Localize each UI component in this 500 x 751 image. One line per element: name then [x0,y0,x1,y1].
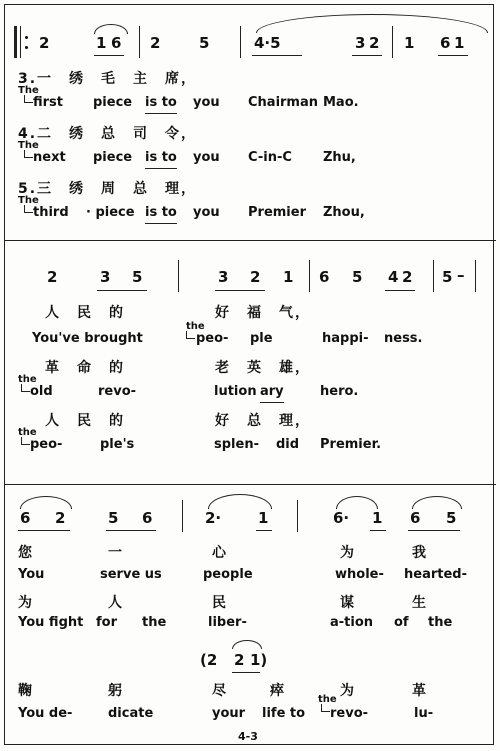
barline [433,260,434,292]
lyric-en: You've brought [32,331,143,346]
lyric-cn: 4.二 绣 总 司 令， [18,126,198,142]
eighth-beam [232,672,260,673]
note: 1 [96,34,107,52]
lyric-cn: 革 命 的 [45,360,125,376]
barline [240,26,241,58]
lyric-en: is to [145,205,177,220]
repeat-dot [25,46,28,49]
lyric-cn: 躬 [108,683,124,699]
repeat-thick-bar [14,26,17,58]
lyric-en: Zhu, [323,150,356,165]
lyric-cn: 老 英 雄， [215,360,311,376]
lyric-en: peo- [30,437,63,452]
lyric-en: You de- [18,706,73,721]
lyric-en: piece [93,150,133,165]
note: 4·5 [254,34,281,52]
lyric-article: The [18,195,39,206]
note: 4 [388,268,399,286]
lyric-en: Premier. [320,437,382,452]
barline [392,26,393,58]
eighth-beam [438,55,468,56]
lyric-en: Premier [248,205,306,220]
lyric-underline [260,402,284,403]
lyric-en: lu- [414,706,434,721]
lyric-en: a-tion [330,615,374,630]
barline [297,500,298,532]
note: 2 [369,34,380,52]
barline [178,260,179,292]
note: 5 [108,509,119,527]
eighth-beam [18,530,70,531]
note: 1 [283,268,294,286]
barline [139,26,140,58]
repeat-dot [25,36,28,39]
eighth-beam [370,530,386,531]
system-divider-2 [4,484,496,485]
eighth-beam [106,530,156,531]
note: 5 [199,34,210,52]
note: 5 [352,268,363,286]
note: 1 [404,34,415,52]
lyric-cn: 尽 [212,683,228,699]
slur-hook [24,95,33,103]
lyric-en: people [203,567,253,582]
lyric-cn: 瘁 [270,683,286,699]
lyric-en: the [142,615,167,630]
note: 1 [258,509,269,527]
lyric-en: ary [260,384,284,399]
slur-hook [321,704,330,712]
note: 6 [111,34,122,52]
lyric-en: you [193,95,220,110]
lyric-underline [145,168,177,169]
lyric-en: Mao. [323,95,359,110]
lyric-en: dicate [108,706,154,721]
lyric-en: lution [214,384,257,399]
lyric-en: happi- [322,331,369,346]
dash: – [457,266,465,284]
lyric-en: hero. [320,384,359,399]
lyric-en: whole- [335,567,384,582]
note: 6 [410,509,421,527]
lyric-en: peo- [196,331,229,346]
lyric-cn: 人 民 的 [45,305,125,321]
lyric-en: next [33,150,66,165]
lyric-cn: 生 [412,595,428,611]
note: 2 [55,509,66,527]
lyric-en: you [193,150,220,165]
lyric-cn: 为 [340,683,356,699]
lyric-en: You fight [18,615,84,630]
note: 1 [454,34,465,52]
lyric-en: ple's [100,437,135,452]
lyric-cn: 鞠 [18,683,34,699]
slur-hook [24,205,33,213]
note: 3 [100,268,111,286]
lyric-en: your [212,706,246,721]
note: 6 [319,268,330,286]
note: 2 [47,268,58,286]
lyric-cn: 人 民 的 [45,413,125,429]
lyric-en: serve us [100,567,162,582]
eighth-beam [252,55,302,56]
lyric-en: C-in-C [248,150,292,165]
note: 3 [218,268,229,286]
note: 5 [132,268,143,286]
barline [182,500,183,532]
lyric-cn: 3.一 绣 毛 主 席， [18,71,198,87]
eighth-beam [215,290,265,291]
lyric-en: is to [145,150,177,165]
lyric-article: the [186,321,205,332]
lyric-article: the [18,374,37,385]
lyric-en: You [18,567,45,582]
system-divider-1 [4,240,496,241]
eighth-beam [97,290,147,291]
note: 5 [446,509,457,527]
lyric-en: you [193,205,220,220]
lyric-en: revo- [98,384,137,399]
note: 2 [250,268,261,286]
alt-note: 2 [234,651,245,669]
lyric-underline [145,113,177,114]
lyric-en: splen- [214,437,259,452]
lyric-en: Zhou, [323,205,365,220]
lyric-article: the [18,427,37,438]
lyric-article: The [18,85,39,96]
lyric-cn: 好 福 气， [215,305,311,321]
lyric-en: for [96,615,117,630]
lyric-cn: 谋 [340,595,356,611]
lyric-en: hearted- [404,567,467,582]
lyric-en: ness. [384,331,423,346]
eighth-beam [352,55,382,56]
note: 6 [20,509,31,527]
barline [475,260,476,292]
note: 6· [333,509,350,527]
repeat-thin-bar [20,26,21,58]
slur-hook [21,384,30,392]
note: 5 [442,268,453,286]
lyric-en: the [428,615,453,630]
eighth-beam [94,55,124,56]
note: 2· [205,509,222,527]
lyric-en: ple [250,331,273,346]
lyric-underline [145,223,177,224]
lyric-en: first [33,95,63,110]
barline [309,260,310,292]
slur-hook [24,150,33,158]
lyric-cn: 人 [108,595,124,611]
lyric-en: third [33,205,69,220]
alt-note: 1) [250,651,268,669]
note: 1 [372,509,383,527]
lyric-cn: 5.三 绣 周 总 理， [18,181,198,197]
lyric-cn: 您 [18,545,34,561]
lyric-cn: 好 总 理， [215,413,311,429]
note: 2 [39,34,50,52]
lyric-article: The [18,140,39,151]
eighth-beam [385,290,415,291]
lyric-en: Chairman [248,95,319,110]
lyric-cn: 一 [108,545,124,561]
page-number: 4-3 [238,730,258,743]
lyric-en: of [394,615,409,630]
eighth-beam [408,530,460,531]
eighth-beam [256,530,272,531]
note: 2 [402,268,413,286]
lyric-en: is to [145,95,177,110]
lyric-en: piece [93,95,133,110]
lyric-cn: 心 [212,545,228,561]
lyric-cn: 革 [412,683,428,699]
lyric-article: the [318,694,337,705]
note: 3 [355,34,366,52]
lyric-en: revo- [330,706,369,721]
lyric-en: old [30,384,53,399]
alt-note: (2 [200,651,218,669]
lyric-cn: 为 [18,595,34,611]
lyric-cn: 为 [340,545,356,561]
lyric-en: life to [262,706,306,721]
lyric-en: · piece [86,205,135,220]
note: 6 [142,509,153,527]
slur-hook [21,437,30,445]
slur-hook [186,331,195,339]
lyric-en: did [276,437,300,452]
lyric-cn: 我 [412,545,428,561]
lyric-en: liber- [208,615,247,630]
note: 2 [150,34,161,52]
note: 6 [440,34,451,52]
lyric-cn: 民 [212,595,228,611]
